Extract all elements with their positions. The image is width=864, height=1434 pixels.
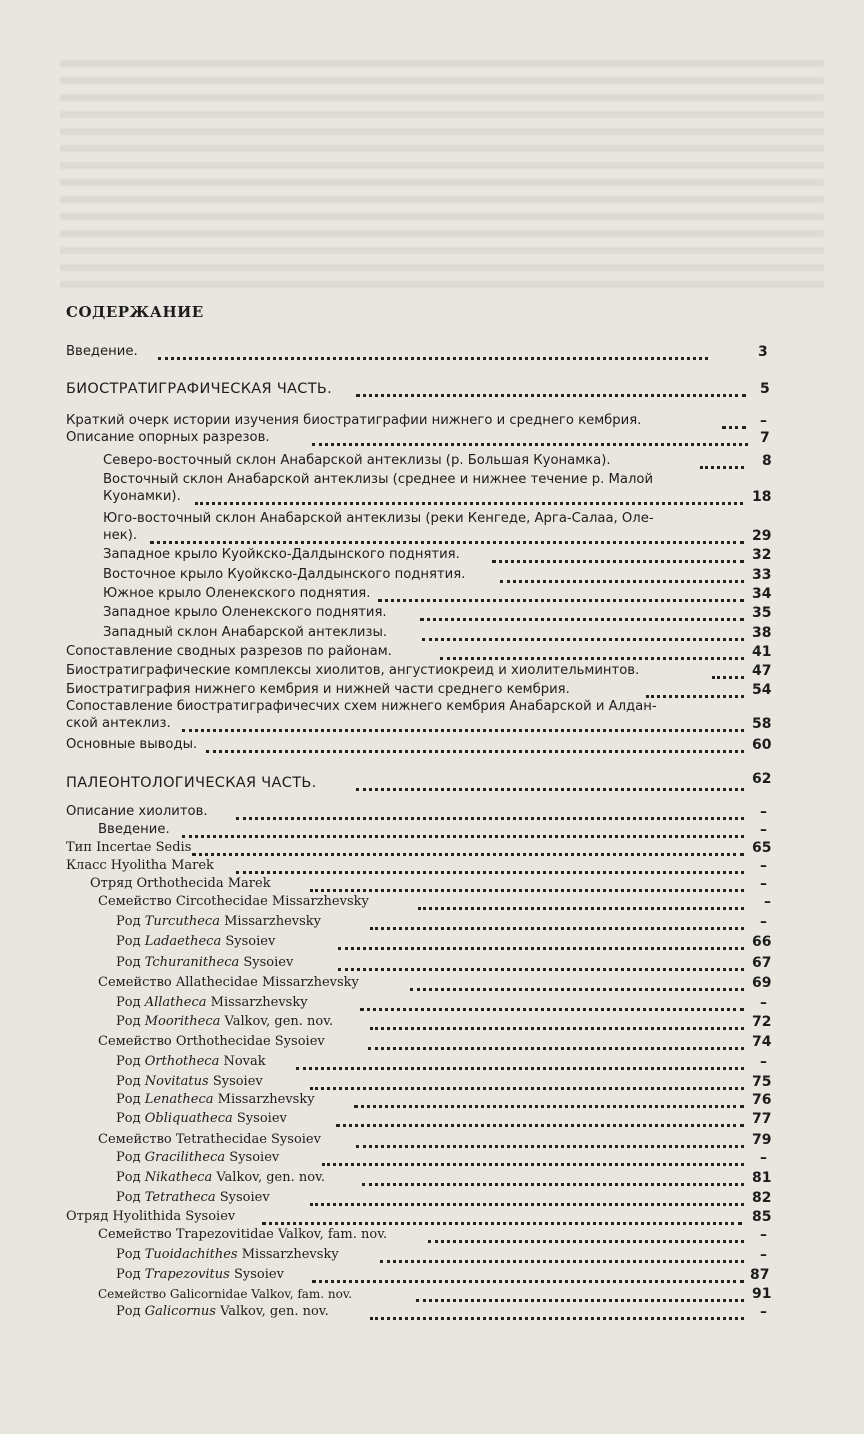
genus-name: Nikatheca: [144, 1170, 213, 1185]
genus-author: Valkov, gen. nov.: [224, 1014, 334, 1029]
leader-dots: [236, 813, 744, 820]
toc-entry-page: –: [760, 995, 767, 1011]
toc-section: [0, 771, 864, 792]
genus-entry-text: [116, 1266, 288, 1284]
genus-prefix: Род: [116, 1190, 141, 1205]
toc-entry-text: Биостратиграфия нижнего кембрия и нижней части среднего кембрия.: [66, 681, 574, 699]
genus-entry-text: [116, 1091, 319, 1109]
toc-entry-line2: [0, 715, 864, 733]
toc-entry: [0, 974, 864, 992]
leader-dots: [646, 691, 744, 698]
genus-prefix: Род: [116, 1304, 141, 1319]
toc-entry: [0, 875, 864, 893]
toc-entry: [0, 681, 864, 699]
leader-dots: [310, 885, 744, 892]
genus-name: Orthotheca: [144, 1054, 220, 1069]
genus-author: Sysoiev: [243, 955, 294, 970]
toc-entry-line2: [0, 527, 864, 545]
toc-entry-text: Восточный склон Анабарской антеклизы (среднее и нижнее течение р. Малой: [103, 471, 657, 489]
toc-entry-text: Введение.: [98, 821, 174, 839]
toc-entry-text: Западное крыло Оленекского поднятия.: [103, 604, 391, 622]
toc-entry-page: 65: [752, 840, 772, 856]
leader-dots: [262, 1218, 742, 1225]
genus-name: Ladaetheca: [144, 934, 222, 949]
leader-dots: [492, 556, 744, 563]
leader-dots: [378, 595, 744, 602]
toc-entry-page: 34: [752, 586, 772, 602]
genus-prefix: Род: [116, 934, 141, 949]
leader-dots: [422, 634, 744, 641]
toc-entry-page: 69: [752, 975, 772, 991]
leader-dots: [418, 903, 744, 910]
toc-entry-page: 87: [750, 1267, 770, 1283]
genus-prefix: Род: [116, 1054, 141, 1069]
leader-dots: [500, 576, 744, 583]
genus-author: Missarzhevsky: [224, 914, 322, 929]
toc-entry-page: 3: [758, 344, 768, 360]
genus-name: Turcutheca: [144, 914, 220, 929]
leader-dots: [368, 1043, 744, 1050]
leader-dots: [182, 725, 744, 732]
toc-entry: [0, 1131, 864, 1149]
toc-entry-text: Введение.: [66, 343, 142, 361]
toc-entry-page: –: [760, 413, 767, 429]
genus-author: Sysoiev: [229, 1150, 280, 1165]
genus-author: Sysoiev: [212, 1074, 263, 1089]
genus-entry: [0, 1091, 864, 1109]
toc-entry: [0, 1033, 864, 1051]
genus-author: Novak: [223, 1054, 266, 1069]
toc-entry: [0, 662, 864, 680]
leader-dots: [370, 1023, 744, 1030]
genus-prefix: Род: [116, 955, 141, 970]
toc-entry-page: 74: [752, 1034, 772, 1050]
toc-entry-text: Южное крыло Оленекского поднятия.: [103, 585, 374, 603]
toc-entry-page: 81: [752, 1170, 772, 1186]
toc-entry-page: 35: [752, 605, 772, 621]
leader-dots: [360, 1004, 744, 1011]
toc-entry: [0, 821, 864, 839]
genus-author: Valkov, gen. nov.: [220, 1304, 329, 1319]
toc-entry: [0, 585, 864, 603]
genus-name: Mooritheca: [144, 1014, 221, 1029]
leader-dots: [370, 923, 744, 930]
genus-prefix: Род: [116, 1014, 141, 1029]
genus-entry-text: [116, 1053, 270, 1071]
genus-prefix: Род: [116, 995, 141, 1010]
genus-entry-text: [116, 1110, 291, 1128]
toc-entry-text: Описание хиолитов.: [66, 803, 212, 821]
toc-entry-page: 7: [760, 430, 770, 446]
genus-entry: [0, 1110, 864, 1128]
toc-entry-text: Юго-восточный склон Анабарской антеклизы (реки Кенгеде, Арга-Салаа, Оле-: [103, 510, 658, 528]
toc-entry-text: Отряд Orthothecida Marek: [90, 875, 275, 893]
toc-entry-text: Семейство Galicornidae Valkov, fam. nov.: [98, 1285, 356, 1303]
leader-dots: [380, 1256, 744, 1263]
genus-prefix: Род: [116, 1092, 141, 1107]
genus-entry: [0, 1189, 864, 1207]
toc-entry-text: Сопоставление биостратиграфичесчих схем нижнего кембрия Анабарской и Алдан-: [66, 698, 661, 716]
toc-entry-page: –: [760, 858, 767, 874]
leader-dots: [354, 1101, 744, 1108]
leader-dots: [236, 867, 744, 874]
genus-entry-text: [116, 933, 279, 951]
leader-dots: [356, 1141, 744, 1148]
leader-dots: [712, 672, 744, 679]
toc-entry-page: 85: [752, 1209, 772, 1225]
genus-name: Novitatus: [144, 1074, 209, 1089]
leader-dots: [206, 746, 744, 753]
toc-entry: [0, 429, 864, 447]
toc-entry-text: Отряд Hyolithida Sysoiev: [66, 1208, 239, 1226]
toc-entry-text: Семейство Trapezovitidae Valkov, fam. nov.: [98, 1226, 391, 1244]
genus-entry: [0, 913, 864, 931]
toc-entry-page: –: [760, 1150, 767, 1166]
toc-section-text: БИОСТРАТИГРАФИЧЕСКАЯ ЧАСТЬ.: [66, 380, 336, 398]
toc-entry: [0, 803, 864, 821]
toc-entry-page: 67: [752, 955, 772, 971]
leader-dots: [310, 1199, 744, 1206]
genus-name: Gracilitheca: [144, 1150, 226, 1165]
toc-entry: [0, 643, 864, 661]
leader-dots: [336, 1120, 744, 1127]
toc-entry-text: Северо-восточный склон Анабарской антеклизы (р. Большая Куонамка).: [103, 452, 615, 470]
genus-entry-text: [116, 913, 325, 931]
genus-entry: [0, 1149, 864, 1167]
toc-entry-text: Западный склон Анабарской антеклизы.: [103, 624, 391, 642]
toc-entry-page: 62: [752, 771, 772, 787]
leader-dots: [356, 784, 744, 791]
toc-entry-text: нек).: [103, 527, 141, 545]
toc-entry-page: –: [764, 894, 771, 910]
leader-dots: [440, 653, 744, 660]
toc-entry-page: –: [760, 1054, 767, 1070]
toc-entry-page: –: [760, 804, 767, 820]
toc-entry-page: 77: [752, 1111, 772, 1127]
leader-dots: [192, 849, 744, 856]
genus-entry: [0, 933, 864, 951]
toc-entry-text: Восточное крыло Куойкско-Далдынского поднятия.: [103, 566, 469, 584]
toc-entry-text: Семейство Orthothecidae Sysoiev: [98, 1033, 329, 1051]
toc-entry-page: –: [760, 822, 767, 838]
toc-entry: [0, 857, 864, 875]
genus-entry-text: [116, 1189, 274, 1207]
leader-dots: [410, 984, 744, 991]
toc-entry-line1: [0, 510, 864, 528]
toc-entry-page: 47: [752, 663, 772, 679]
toc-entry: [0, 546, 864, 564]
genus-entry: [0, 1013, 864, 1031]
toc-entry-text: Семейство Allathecidae Missarzhevsky: [98, 974, 363, 992]
toc-entry-page: 82: [752, 1190, 772, 1206]
leader-dots: [338, 964, 744, 971]
toc-entry: [0, 343, 864, 361]
genus-author: Valkov, gen. nov.: [216, 1170, 326, 1185]
leader-dots: [700, 462, 744, 469]
toc-entry: [0, 839, 864, 857]
leader-dots: [416, 1295, 744, 1302]
toc-entry-page: –: [760, 1247, 767, 1263]
toc-entry-text: Семейство Tetrathecidae Sysoiev: [98, 1131, 325, 1149]
leader-dots: [338, 943, 744, 950]
genus-name: Lenatheca: [144, 1092, 214, 1107]
toc-entry-line2: [0, 488, 864, 506]
genus-entry: [0, 1303, 864, 1321]
toc-entry-text: Краткий очерк истории изучения биостратиграфии нижнего и среднего кембрия.: [66, 412, 645, 430]
toc-entry-page: 32: [752, 547, 772, 563]
genus-name: Trapezovitus: [144, 1267, 230, 1282]
leader-dots: [362, 1179, 744, 1186]
leader-dots: [322, 1159, 744, 1166]
toc-entry-page: 41: [752, 644, 772, 660]
genus-prefix: Род: [116, 914, 141, 929]
toc-entry-page: –: [760, 914, 767, 930]
toc-entry: [0, 736, 864, 754]
genus-entry: [0, 1073, 864, 1091]
leader-dots: [182, 831, 744, 838]
toc-entry-page: 58: [752, 716, 772, 732]
toc-section-text: ПАЛЕОНТОЛОГИЧЕСКАЯ ЧАСТЬ.: [66, 774, 321, 792]
page-title: СОДЕРЖАНИЕ: [66, 303, 204, 321]
genus-author: Sysoiev: [233, 1267, 284, 1282]
genus-entry-text: [116, 1149, 283, 1167]
genus-name: Tetratheca: [144, 1190, 216, 1205]
genus-entry-text: [116, 1303, 333, 1321]
leader-dots: [310, 1083, 744, 1090]
toc-entry-line1: [0, 471, 864, 489]
genus-entry: [0, 1266, 864, 1284]
leader-dots: [312, 439, 748, 446]
toc-entry-text: Тип Incertae Sedis: [66, 839, 195, 857]
genus-prefix: Род: [116, 1267, 141, 1282]
toc-entry-page: –: [760, 876, 767, 892]
toc-entry-text: ской антеклиз.: [66, 715, 175, 733]
toc-entry-page: –: [760, 1227, 767, 1243]
toc-entry-text: Семейство Circothecidae Missarzhevsky: [98, 893, 373, 911]
genus-entry-text: [116, 1013, 337, 1031]
toc-entry: [0, 1208, 864, 1226]
genus-entry-text: [116, 994, 312, 1012]
toc-entry-text: Описание опорных разрезов.: [66, 429, 274, 447]
toc-section: [0, 380, 864, 398]
toc-entry-page: 75: [752, 1074, 772, 1090]
genus-name: Tchuranitheca: [144, 955, 240, 970]
leader-dots: [370, 1313, 744, 1320]
toc-entry: [0, 1226, 864, 1244]
genus-name: Obliquatheca: [144, 1111, 233, 1126]
genus-entry: [0, 1169, 864, 1187]
genus-name: Galicornus: [144, 1304, 216, 1319]
genus-name: Tuoidachithes: [144, 1247, 238, 1262]
genus-entry-text: [116, 1246, 343, 1264]
leader-dots: [428, 1236, 744, 1243]
toc-entry-line1: [0, 698, 864, 716]
toc-entry-page: 60: [752, 737, 772, 753]
genus-entry-text: [116, 1073, 267, 1091]
genus-author: Missarzhevsky: [241, 1247, 339, 1262]
toc-entry: [0, 452, 864, 470]
genus-prefix: Род: [116, 1150, 141, 1165]
toc-entry-page: 38: [752, 625, 772, 641]
toc-entry-page: 5: [760, 381, 770, 397]
toc-entry: [0, 893, 864, 911]
genus-prefix: Род: [116, 1111, 141, 1126]
toc-entry: [0, 1285, 864, 1303]
genus-author: Sysoiev: [236, 1111, 287, 1126]
toc-entry-text: Основные выводы.: [66, 736, 201, 754]
toc-entry-page: 54: [752, 682, 772, 698]
genus-author: Sysoiev: [225, 934, 276, 949]
toc-entry-page: 66: [752, 934, 772, 950]
leader-dots: [195, 498, 743, 505]
toc-entry-text: Куонамки).: [103, 488, 185, 506]
genus-entry: [0, 1246, 864, 1264]
toc-entry-page: 72: [752, 1014, 772, 1030]
genus-entry-text: [116, 954, 297, 972]
toc-entry-text: Западное крыло Куойкско-Далдынского поднятия.: [103, 546, 464, 564]
genus-entry: [0, 954, 864, 972]
genus-entry: [0, 994, 864, 1012]
toc-entry-page: 76: [752, 1092, 772, 1108]
toc-entry-page: 8: [762, 453, 772, 469]
genus-prefix: Род: [116, 1247, 141, 1262]
leader-dots: [296, 1063, 744, 1070]
leader-dots: [312, 1276, 744, 1283]
toc-entry: [0, 624, 864, 642]
toc-entry-page: 18: [752, 489, 772, 505]
toc-entry-text: Биостратиграфические комплексы хиолитов, ангустиокреид и хиолительминтов.: [66, 662, 643, 680]
genus-entry: [0, 1053, 864, 1071]
toc-entry-page: 79: [752, 1132, 772, 1148]
toc-entry-page: –: [760, 1304, 767, 1320]
genus-author: Missarzhevsky: [210, 995, 308, 1010]
toc-entry-text: Класс Hyolitha Marek: [66, 857, 218, 875]
toc-entry-page: 29: [752, 528, 772, 544]
leader-dots: [356, 390, 746, 397]
genus-entry-text: [116, 1169, 329, 1187]
toc-entry-page: 33: [752, 567, 772, 583]
leader-dots: [150, 537, 744, 544]
leader-dots: [158, 353, 708, 360]
toc-entry: [0, 604, 864, 622]
genus-prefix: Род: [116, 1074, 141, 1089]
genus-author: Missarzhevsky: [217, 1092, 315, 1107]
leader-dots: [722, 422, 746, 429]
toc-entry: [0, 412, 864, 430]
genus-name: Allatheca: [144, 995, 207, 1010]
leader-dots: [420, 614, 744, 621]
toc-entry: [0, 566, 864, 584]
toc-entry-text: Сопоставление сводных разрезов по районам.: [66, 643, 396, 661]
genus-author: Sysoiev: [219, 1190, 270, 1205]
toc-entry-page: 91: [752, 1286, 772, 1302]
genus-prefix: Род: [116, 1170, 141, 1185]
